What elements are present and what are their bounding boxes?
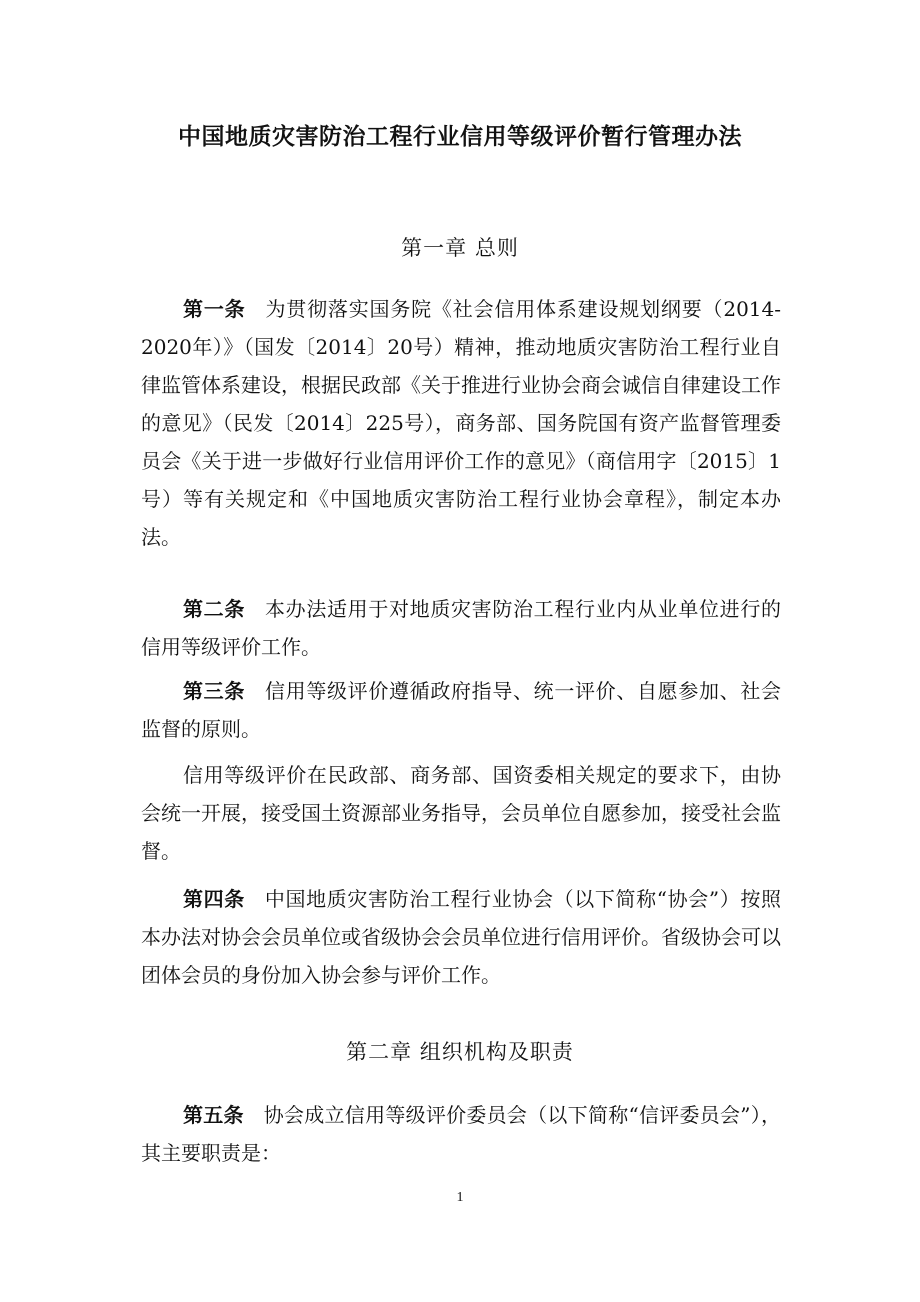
article-text: 中国地质灾害防治工程行业协会（以下简称“协会”）按照本办法对协会会员单位或省级协会会员单位进行信用评价。省级协会可以团体会员的身份加入协会参与评价工作。	[141, 887, 782, 987]
article-text: 协会成立信用等级评价委员会（以下简称“信评委员会”），其主要职责是：	[141, 1103, 781, 1165]
article-text: 信用等级评价遵循政府指导、统一评价、自愿参加、社会监督的原则。	[141, 679, 781, 741]
article-label: 第五条	[183, 1103, 244, 1127]
page-number: 1	[456, 1190, 464, 1205]
article-text: 为贯彻落实国务院《社会信用体系建设规划纲要（2014-2020年）》（国发〔2014〕20号）精神，推动地质灾害防治工程行业自律监管体系建设，根据民政部《关于推进行业协会商会诚信自律建设工作的意见》（民发〔2014〕225号），商务部、国务院国有资产监督管理委员会《关于进一步做好行业信用评价工作的意见》（商信用字〔2015〕1号）等有关规定和《中国地质灾害防治工程行业协会章程》，制定本办法。	[141, 297, 782, 549]
article-3	[141, 672, 781, 748]
paragraph-text: 信用等级评价在民政部、商务部、国资委相关规定的要求下，由协会统一开展，接受国土资源部业务指导，会员单位自愿参加，接受社会监督。	[141, 763, 781, 863]
chapter-heading-2: 第二章 组织机构及职责	[346, 1040, 574, 1064]
article-5	[141, 1096, 781, 1172]
chapter-heading-1: 第一章 总则	[401, 236, 519, 260]
article-3-paragraph-2	[141, 756, 781, 870]
article-text: 本办法适用于对地质灾害防治工程行业内从业单位进行的信用等级评价工作。	[141, 597, 781, 659]
article-label: 第三条	[183, 679, 245, 703]
article-label: 第一条	[183, 297, 246, 321]
document-title: 中国地质灾害防治工程行业信用等级评价暂行管理办法	[178, 124, 742, 150]
article-4	[141, 880, 781, 994]
article-1	[141, 290, 781, 556]
article-2	[141, 590, 781, 666]
article-label: 第二条	[183, 597, 245, 621]
article-label: 第四条	[183, 887, 245, 911]
